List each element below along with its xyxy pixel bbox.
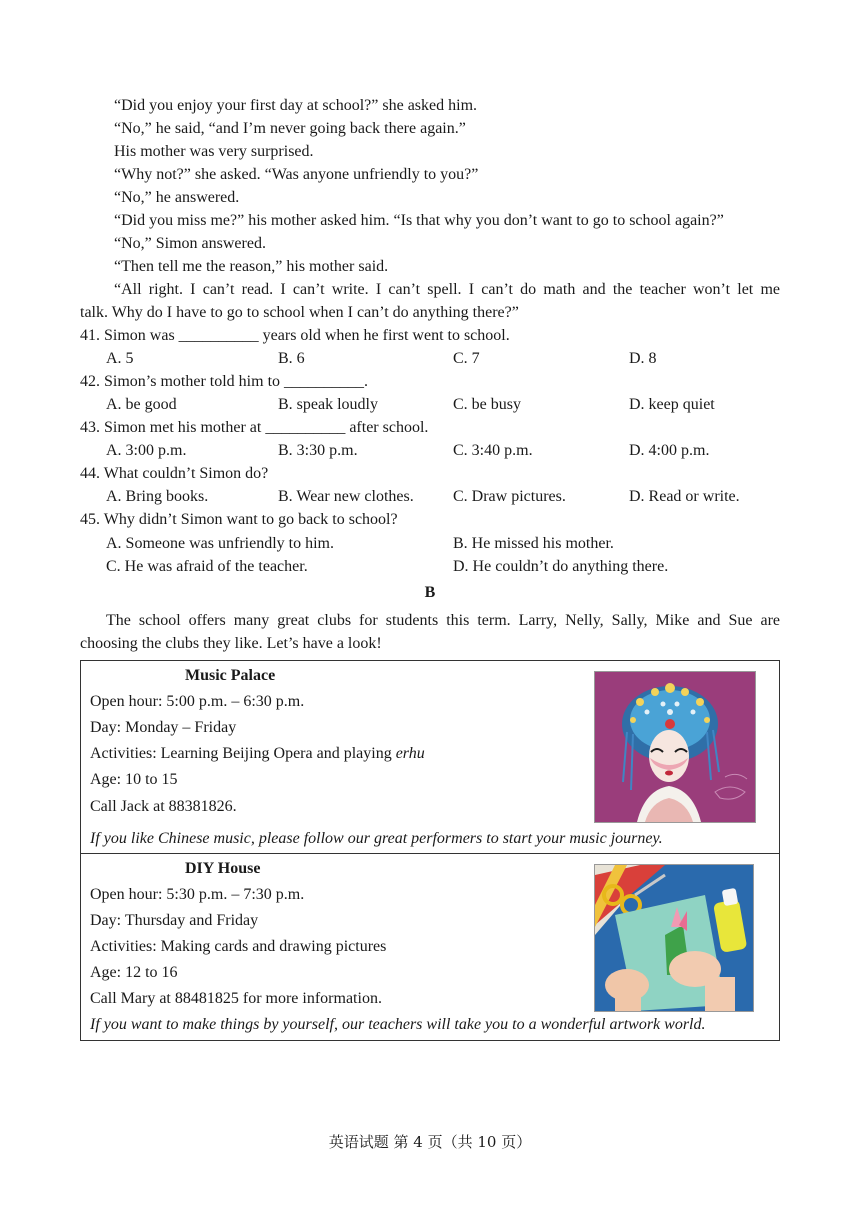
story-line: “All right. I can’t read. I can’t write. I can’t spell. I can’t do math and the teacher won’t let me (114, 281, 780, 298)
option-44-d: D. Read or write. (629, 488, 740, 505)
club-hours: Open hour: 5:30 p.m. – 7:30 p.m. (90, 886, 305, 903)
club-tagline: If you want to make things by yourself, our teachers will take you to a wonderful artwork world. (90, 1016, 706, 1033)
club-name: Music Palace (185, 667, 276, 684)
option-43-b: B. 3:30 p.m. (278, 442, 358, 459)
question-41: 41. Simon was __________ years old when he first went to school. (80, 327, 510, 344)
section-label: B (424, 584, 436, 601)
option-43-c: C. 3:40 p.m. (453, 442, 533, 459)
club-name: DIY House (185, 860, 261, 877)
page-footer: 英语试题 第 4 页（共 10 页） (328, 1133, 532, 1151)
question-45: 45. Why didn’t Simon want to go back to school? (80, 511, 398, 528)
story-line: talk. Why do I have to go to school when I can’t do anything there?” (80, 304, 519, 321)
story-line: “Did you miss me?” his mother asked him. “Is that why you don’t want to go to school again?” (114, 212, 724, 229)
option-41-c: C. 7 (453, 350, 480, 367)
option-41-a: A. 5 (106, 350, 134, 367)
story-line: His mother was very surprised. (114, 143, 314, 160)
option-44-b: B. Wear new clothes. (278, 488, 414, 505)
club-card-music-palace (80, 660, 780, 854)
club-age: Age: 10 to 15 (90, 771, 178, 788)
option-45-d: D. He couldn’t do anything there. (453, 558, 669, 575)
story-line: “No,” he answered. (114, 189, 240, 206)
diy-crafts-image (594, 864, 754, 1012)
club-day: Day: Monday – Friday (90, 719, 237, 736)
club-card-diy-house (80, 853, 780, 1041)
club-activities (90, 744, 425, 764)
beijing-opera-image (594, 671, 756, 823)
question-43: 43. Simon met his mother at __________ after school. (80, 419, 429, 436)
crafts-illustration (595, 865, 753, 1011)
section-intro: The school offers many great clubs for students this term. Larry, Nelly, Sally, Mike and Sue are (106, 612, 780, 629)
story-line: “No,” he said, “and I’m never going back there again.” (114, 120, 466, 137)
option-45-b: B. He missed his mother. (453, 535, 614, 552)
story-line: “Did you enjoy your first day at school?” she asked him. (114, 97, 478, 114)
option-44-a: A. Bring books. (106, 488, 209, 505)
question-42: 42. Simon’s mother told him to __________. (80, 373, 369, 390)
story-line: “No,” Simon answered. (114, 235, 266, 252)
story-line: “Why not?” she asked. “Was anyone unfriendly to you?” (114, 166, 479, 183)
club-contact: Call Mary at 88481825 for more information. (90, 990, 382, 1007)
club-age: Age: 12 to 16 (90, 964, 178, 981)
activities-italic: erhu (395, 745, 425, 762)
club-tagline: If you like Chinese music, please follow our great performers to start your music journey. (90, 830, 663, 847)
question-44: 44. What couldn’t Simon do? (80, 465, 269, 482)
activities-text: Activities: Learning Beijing Opera and playing (90, 745, 396, 762)
option-44-c: C. Draw pictures. (453, 488, 566, 505)
option-42-a: A. be good (106, 396, 177, 413)
club-day: Day: Thursday and Friday (90, 912, 259, 929)
option-42-b: B. speak loudly (278, 396, 378, 413)
option-42-c: C. be busy (453, 396, 521, 413)
club-contact: Call Jack at 88381826. (90, 798, 237, 815)
option-41-d: D. 8 (629, 350, 657, 367)
story-line: “Then tell me the reason,” his mother said. (114, 258, 389, 275)
opera-illustration (595, 672, 755, 822)
club-hours: Open hour: 5:00 p.m. – 6:30 p.m. (90, 693, 305, 710)
option-43-d: D. 4:00 p.m. (629, 442, 710, 459)
option-41-b: B. 6 (278, 350, 305, 367)
option-43-a: A. 3:00 p.m. (106, 442, 187, 459)
option-42-d: D. keep quiet (629, 396, 715, 413)
section-intro: choosing the clubs they like. Let’s have a look! (80, 635, 382, 652)
club-activities: Activities: Making cards and drawing pictures (90, 938, 387, 955)
option-45-c: C. He was afraid of the teacher. (106, 558, 308, 575)
option-45-a: A. Someone was unfriendly to him. (106, 535, 334, 552)
